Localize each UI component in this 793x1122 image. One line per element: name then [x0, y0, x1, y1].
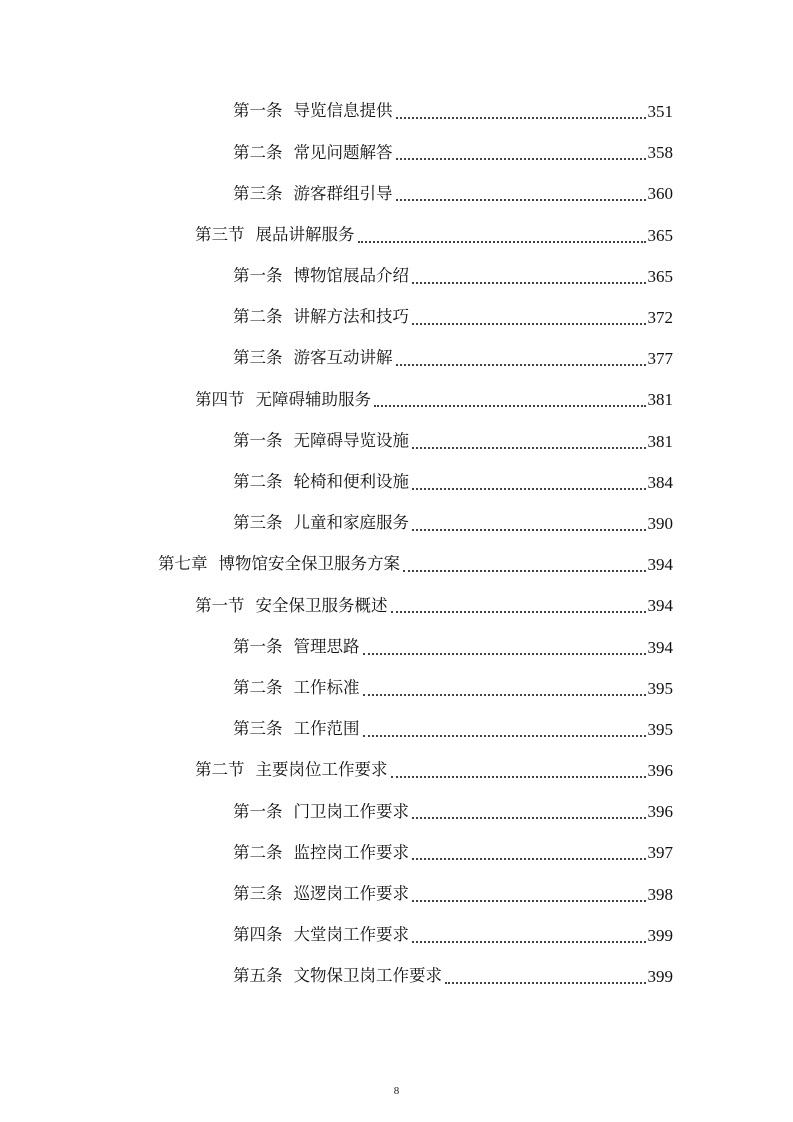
toc-entry-title: 无障碍导览设施: [293, 430, 409, 450]
toc-dot-leader: [412, 487, 646, 490]
toc-entry[interactable]: [0, 750, 793, 791]
toc-entry-number: 第二条: [233, 677, 283, 697]
toc-entry-title: 工作标准: [293, 677, 360, 697]
toc-entry-title: 博物馆安全保卫服务方案: [218, 554, 400, 574]
toc-entry[interactable]: [0, 256, 793, 297]
toc-entry-number: 第二条: [233, 842, 283, 862]
page-number: 8: [393, 1085, 400, 1097]
toc-dot-leader: [363, 734, 646, 737]
toc-entry-page: 394: [647, 555, 673, 575]
toc-entry-number: 第四条: [233, 925, 283, 945]
toc-entry-title: 展品讲解服务: [255, 224, 355, 244]
toc-dot-leader: [412, 281, 646, 284]
toc-entry-title: 主要岗位工作要求: [255, 760, 388, 780]
toc-entry[interactable]: [0, 709, 793, 750]
toc-entry[interactable]: [0, 91, 793, 132]
toc-entry-page: 395: [647, 678, 673, 698]
toc-entry-page: 377: [647, 349, 673, 369]
toc-dot-leader: [363, 652, 646, 655]
toc-entry-number: 第二条: [233, 472, 283, 492]
toc-entry-number: 第三条: [233, 183, 283, 203]
toc-dot-leader: [412, 446, 646, 449]
toc-entry[interactable]: [0, 544, 793, 585]
toc-entry[interactable]: [0, 173, 793, 214]
toc-entry-number: 第一条: [233, 430, 283, 450]
toc-dot-leader: [412, 528, 646, 531]
toc-entry-number: 第一条: [233, 101, 283, 121]
toc-entry-page: 395: [647, 719, 673, 739]
toc-entry-page: 358: [647, 143, 673, 163]
toc-entry[interactable]: [0, 297, 793, 338]
toc-entry-page: 365: [647, 266, 673, 286]
toc-entry-number: 第二条: [233, 142, 283, 162]
toc-entry-number: 第三条: [233, 883, 283, 903]
toc-entry[interactable]: [0, 503, 793, 544]
toc-entry-title: 大堂岗工作要求: [293, 925, 409, 945]
toc-entry-title: 巡逻岗工作要求: [293, 883, 409, 903]
toc-entry[interactable]: [0, 132, 793, 173]
toc-dot-leader: [363, 693, 646, 696]
toc-entry-number: 第一条: [233, 801, 283, 821]
toc-entry-page: 399: [647, 967, 673, 987]
toc-entry-title: 无障碍辅助服务: [255, 389, 371, 409]
toc-entry-title: 监控岗工作要求: [293, 842, 409, 862]
toc-entry[interactable]: [0, 791, 793, 832]
toc-entry-number: 第一条: [233, 636, 283, 656]
toc-entry-title: 游客互动讲解: [293, 348, 393, 368]
toc-dot-leader: [445, 981, 646, 984]
toc-dot-leader: [396, 116, 646, 119]
toc-dot-leader: [412, 899, 646, 902]
toc-entry-page: 381: [647, 390, 673, 410]
toc-entry-number: 第三节: [195, 224, 245, 244]
toc-entry-page: 365: [647, 225, 673, 245]
toc-entry-title: 博物馆展品介绍: [293, 266, 409, 286]
toc-dot-leader: [396, 157, 646, 160]
toc-dot-leader: [391, 610, 646, 613]
toc-entry-number: 第七章: [158, 554, 208, 574]
toc-entry[interactable]: [0, 421, 793, 462]
toc-dot-leader: [412, 940, 646, 943]
toc-dot-leader: [358, 240, 646, 243]
toc-entry[interactable]: [0, 215, 793, 256]
toc-entry-page: 360: [647, 184, 673, 204]
toc-entry-page: 396: [647, 802, 673, 822]
toc-dot-leader: [412, 857, 646, 860]
toc-entry-page: 398: [647, 884, 673, 904]
toc-entry-page: 381: [647, 431, 673, 451]
toc-entry-title: 讲解方法和技巧: [293, 307, 409, 327]
toc-entry-title: 门卫岗工作要求: [293, 801, 409, 821]
toc-entry-page: 372: [647, 308, 673, 328]
toc-entry-title: 文物保卫岗工作要求: [293, 966, 442, 986]
toc-entry-title: 导览信息提供: [293, 101, 393, 121]
table-of-contents: [0, 91, 793, 997]
toc-entry-number: 第一节: [195, 595, 245, 615]
toc-entry[interactable]: [0, 338, 793, 379]
toc-entry-title: 工作范围: [293, 719, 360, 739]
toc-entry[interactable]: [0, 462, 793, 503]
toc-entry-number: 第三条: [233, 719, 283, 739]
toc-dot-leader: [396, 363, 646, 366]
toc-entry-number: 第二节: [195, 760, 245, 780]
toc-entry[interactable]: [0, 626, 793, 667]
toc-entry-page: 384: [647, 472, 673, 492]
toc-entry-page: 396: [647, 761, 673, 781]
toc-entry-title: 安全保卫服务概述: [255, 595, 388, 615]
toc-entry-number: 第三条: [233, 513, 283, 533]
toc-entry-page: 351: [647, 102, 673, 122]
toc-dot-leader: [396, 198, 646, 201]
toc-entry-page: 394: [647, 596, 673, 616]
toc-entry[interactable]: [0, 874, 793, 915]
toc-entry-number: 第四节: [195, 389, 245, 409]
toc-entry[interactable]: [0, 832, 793, 873]
toc-dot-leader: [374, 404, 646, 407]
toc-entry-title: 儿童和家庭服务: [293, 513, 409, 533]
toc-dot-leader: [403, 569, 646, 572]
toc-entry-title: 管理思路: [293, 636, 360, 656]
toc-entry-title: 轮椅和便利设施: [293, 472, 409, 492]
toc-dot-leader: [391, 775, 646, 778]
toc-entry-number: 第三条: [233, 348, 283, 368]
toc-entry-title: 游客群组引导: [293, 183, 393, 203]
toc-entry-number: 第二条: [233, 307, 283, 327]
toc-entry-number: 第一条: [233, 266, 283, 286]
toc-entry-number: 第五条: [233, 966, 283, 986]
toc-entry[interactable]: [0, 585, 793, 626]
toc-dot-leader: [412, 816, 646, 819]
toc-dot-leader: [412, 322, 646, 325]
toc-entry-page: 397: [647, 843, 673, 863]
toc-entry-title: 常见问题解答: [293, 142, 393, 162]
toc-entry[interactable]: [0, 956, 793, 997]
toc-entry-page: 399: [647, 925, 673, 945]
toc-entry-page: 390: [647, 513, 673, 533]
toc-entry[interactable]: [0, 379, 793, 420]
toc-entry[interactable]: [0, 668, 793, 709]
toc-entry[interactable]: [0, 915, 793, 956]
toc-entry-page: 394: [647, 637, 673, 657]
